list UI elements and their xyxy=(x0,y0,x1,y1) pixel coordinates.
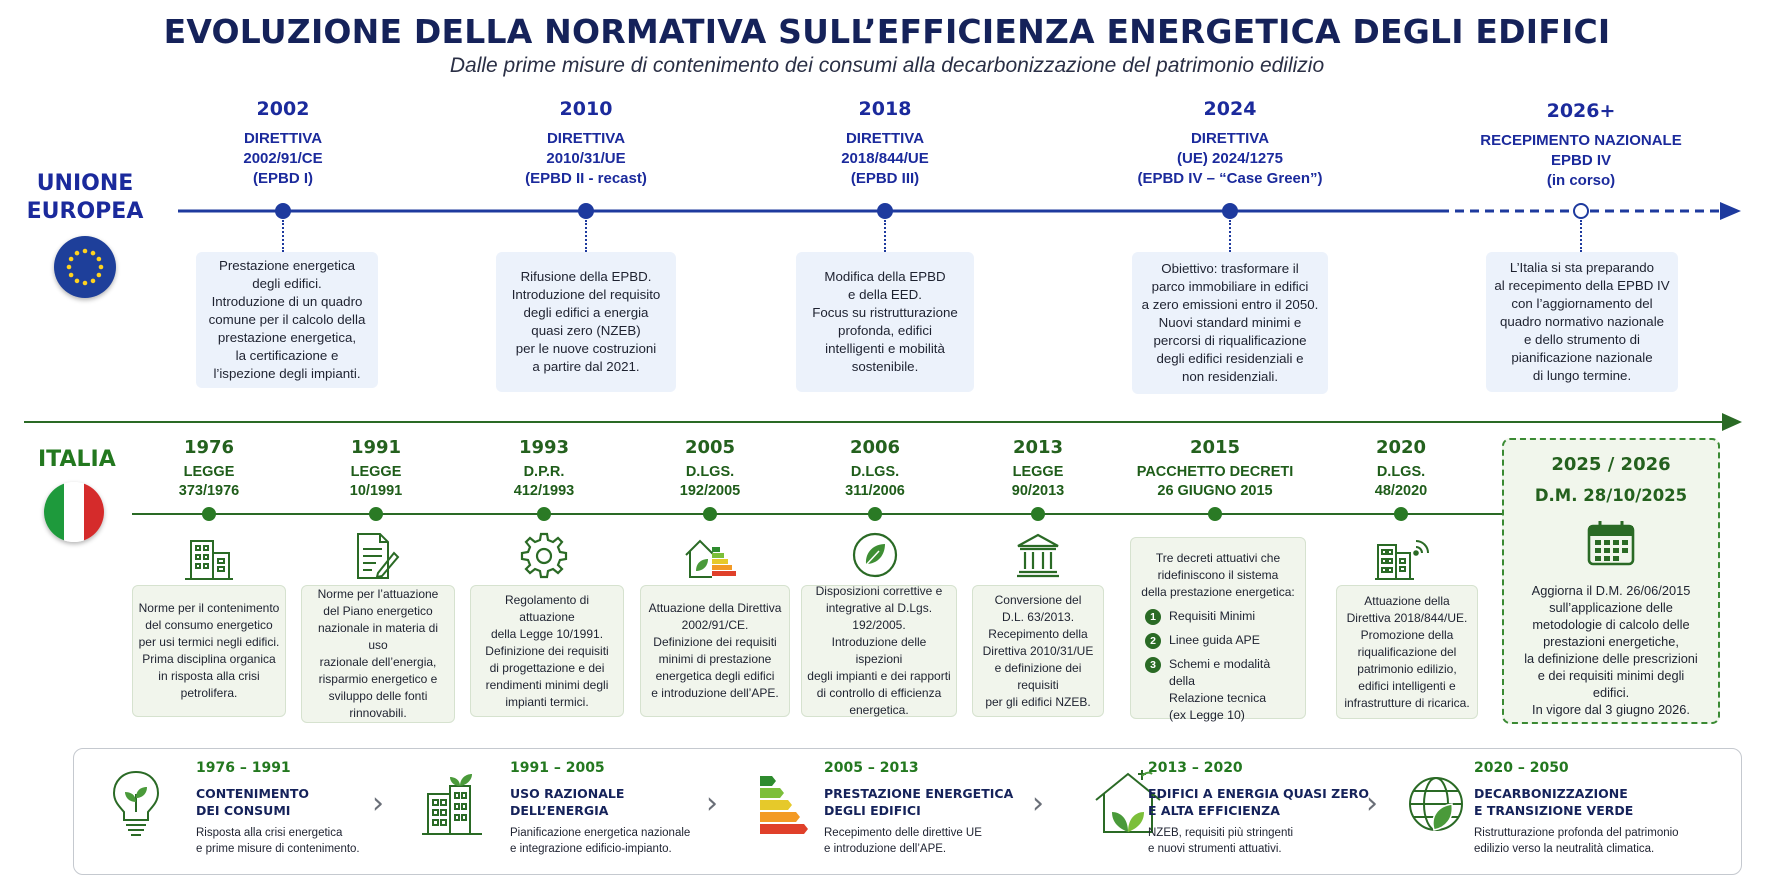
separator-arrow xyxy=(0,410,1774,434)
institution-icon xyxy=(1014,531,1062,579)
it-event-1991-header: 1991 LEGGE 10/1991 xyxy=(349,437,403,499)
timeline-marker xyxy=(275,203,291,219)
chevron-right-icon: › xyxy=(706,786,718,821)
eu-event-2010-header: 2010 DIRETTIVA 2010/31/UE (EPBD II - recast) xyxy=(525,98,647,187)
timeline-marker xyxy=(1031,507,1045,521)
leaf-icon xyxy=(851,531,899,579)
it-event-2025-highlight: 2025 / 2026 D.M. 28/10/2025 Aggiorna il D.M. 26/06/2015 sull’applicazione delle metodologie di calcolo delle prestazioni energetiche, la definizione delle prescrizioni e dei requisiti minimi degli edifici. In vigore dal 3 giugno 2026. xyxy=(1502,438,1720,724)
connector xyxy=(282,220,284,252)
it-event-1991-description: Norme per l’attuazione del Piano energetico nazionale in materia di uso razionale dell’energia, risparmio energetico e sviluppo delle fonti rinnovabili. xyxy=(301,585,455,723)
connector xyxy=(1229,220,1231,252)
calendar-icon xyxy=(1586,519,1636,572)
it-event-2013-header: 2013 LEGGE 90/2013 xyxy=(1011,437,1065,499)
eu-event-2024-description: Obiettivo: trasformare il parco immobiliare in edifici a zero emissioni entro il 2050. Nuovi standard minimi e percorsi di riqualificazione degli edifici residenziali e non residenziali. xyxy=(1132,252,1328,394)
it-event-2020-header: 2020 D.LGS. 48/2020 xyxy=(1374,437,1428,499)
it-event-1976-description: Norme per il contenimento del consumo energetico per usi termici negli edifici. Prima disciplina organica in risposta alla crisi petrolifera. xyxy=(132,585,286,717)
eu-event-2018-header: 2018 DIRETTIVA 2018/844/UE (EPBD III) xyxy=(841,98,929,187)
it-event-2015-header: 2015 PACCHETTO DECRETI 26 GIUGNO 2015 xyxy=(1136,437,1294,499)
timeline-marker xyxy=(202,507,216,521)
phase-2020-2050: 2020 – 2050 DECARBONIZZAZIONE E TRANSIZIONE VERDE Ristrutturazione profonda del patrimonio edilizio verso la neutralità climatica. xyxy=(1474,760,1679,855)
building-icon xyxy=(183,531,235,581)
it-region-label: ITALIA xyxy=(38,447,116,472)
it-event-2015-description: Tre decreti attuativi che ridefiniscono il sistema della prestazione energetica: 1 Requisiti Minimi 2 Linee guida APE 3 Schemi e modalità della Relazione tecnica (ex Legge 10) xyxy=(1130,537,1306,719)
number-badge: 2 xyxy=(1145,633,1161,649)
phase-1991-2005: 1991 – 2005 USO RAZIONALE DELL’ENERGIA Pianificazione energetica nazionale e integrazione edificio-impianto. xyxy=(510,760,691,855)
it-event-2005-header: 2005 D.LGS. 192/2005 xyxy=(679,437,741,499)
green-building-icon xyxy=(420,768,486,843)
decree-list-item: 1 Requisiti Minimi xyxy=(1145,608,1295,625)
phase-1976-1991: 1976 – 1991 CONTENIMENTO DEI CONSUMI Risposta alla crisi energetica e prime misure di contenimento. xyxy=(196,760,360,855)
eu-event-2010-description: Rifusione della EPBD. Introduzione del requisito degli edifici a energia quasi zero (NZEB) per le nuove costruzioni a partire dal 2021. xyxy=(496,252,676,392)
decree-list-item: 3 Schemi e modalità della Relazione tecnica (ex Legge 10) xyxy=(1145,656,1295,724)
it-event-2006-header: 2006 D.LGS. 311/2006 xyxy=(845,437,905,499)
timeline-marker xyxy=(537,507,551,521)
eu-event-2024-header: 2024 DIRETTIVA (UE) 2024/1275 (EPBD IV – “Case Green”) xyxy=(1137,98,1323,187)
smart-building-icon xyxy=(1374,531,1432,581)
page-subtitle: Dalle prime misure di contenimento dei consumi alla decarbonizzazione del patrimonio edilizio xyxy=(449,54,1325,77)
it-event-1993-description: Regolamento di attuazione della Legge 10/1991. Definizione dei requisiti di progettazione e dei rendimenti minimi degli impianti termici. xyxy=(470,585,624,717)
number-badge: 1 xyxy=(1145,609,1161,625)
timeline-marker xyxy=(703,507,717,521)
timeline-marker xyxy=(1222,203,1238,219)
timeline-marker xyxy=(369,507,383,521)
timeline-marker xyxy=(1394,507,1408,521)
connector xyxy=(884,220,886,252)
phase-2005-2013: 2005 – 2013 PRESTAZIONE ENERGETICA DEGLI EDIFICI Recepimento delle direttive UE e introduzione dell’APE. xyxy=(824,760,1014,855)
timeline-marker xyxy=(578,203,594,219)
timeline-marker-open xyxy=(1573,203,1589,219)
timeline-marker xyxy=(1208,507,1222,521)
lightbulb-plant-icon xyxy=(108,768,164,845)
phase-2013-2020: 2013 – 2020 EDIFICI A ENERGIA QUASI ZERO E ALTA EFFICIENZA NZEB, requisiti più stringenti e nuovi strumenti attuativi. xyxy=(1148,760,1369,855)
it-event-2006-description: Disposizioni correttive e integrative al D.Lgs. 192/2005. Introduzione delle ispezioni degli impianti e dei rapporti di controllo di efficienza energetica. xyxy=(801,585,957,717)
page-title: EVOLUZIONE DELLA NORMATIVA SULL’EFFICIENZA ENERGETICA DEGLI EDIFICI xyxy=(163,12,1611,51)
it-event-2005-description: Attuazione della Direttiva 2002/91/CE. Definizione dei requisiti minimi di prestazione energetica degli edifici e introduzione dell’APE. xyxy=(640,585,790,717)
eu-region-label: UNIONE EUROPEA xyxy=(26,171,144,224)
chevron-right-icon: › xyxy=(1366,786,1378,821)
decree-list-item: 2 Linee guida APE xyxy=(1145,632,1295,649)
event-year: 2002 xyxy=(256,98,310,120)
timeline-marker xyxy=(877,203,893,219)
connector xyxy=(585,220,587,252)
connector xyxy=(1580,220,1582,252)
it-event-1976-header: 1976 LEGGE 373/1976 xyxy=(178,437,240,499)
eu-event-2026-description: L’Italia si sta preparando al recepimento della EPBD IV con l’aggiornamento del quadro normativo nazionale e dello strumento di pianificazione nazionale di lungo termine. xyxy=(1486,252,1678,392)
document-pen-icon xyxy=(352,531,400,581)
eu-event-2002-header: 2002 DIRETTIVA 2002/91/CE (EPBD I) xyxy=(163,98,403,189)
it-event-2013-description: Conversione del D.L. 63/2013. Recepimento della Direttiva 2010/31/UE e definizione dei requisiti per gli edifici NZEB. xyxy=(972,585,1104,717)
globe-leaf-icon xyxy=(1404,772,1468,841)
energy-scale-icon xyxy=(756,772,820,839)
it-event-2020-description: Attuazione della Direttiva 2018/844/UE. Promozione della riqualificazione del patrimonio edilizio, edifici intelligenti e infrastrutture di ricarica. xyxy=(1336,585,1478,719)
number-badge: 3 xyxy=(1145,657,1161,673)
gear-icon xyxy=(520,531,568,579)
timeline-marker xyxy=(868,507,882,521)
energy-label-house-icon xyxy=(682,531,738,581)
it-event-1993-header: 1993 D.P.R. 412/1993 xyxy=(513,437,575,499)
chevron-right-icon: › xyxy=(1032,786,1044,821)
chevron-right-icon: › xyxy=(372,786,384,821)
eu-event-2018-description: Modifica della EPBD e della EED. Focus su ristrutturazione profonda, edifici intelligenti e mobilità sostenibile. xyxy=(796,252,974,392)
eu-event-2026-header: 2026+ RECEPIMENTO NAZIONALE EPBD IV (in corso) xyxy=(1480,100,1682,189)
eu-flag-icon xyxy=(54,236,116,298)
eu-event-2002-description: Prestazione energetica degli edifici. Introduzione di un quadro comune per il calcolo della prestazione energetica, la certificazione e l’ispezione degli impianti. xyxy=(196,252,378,388)
